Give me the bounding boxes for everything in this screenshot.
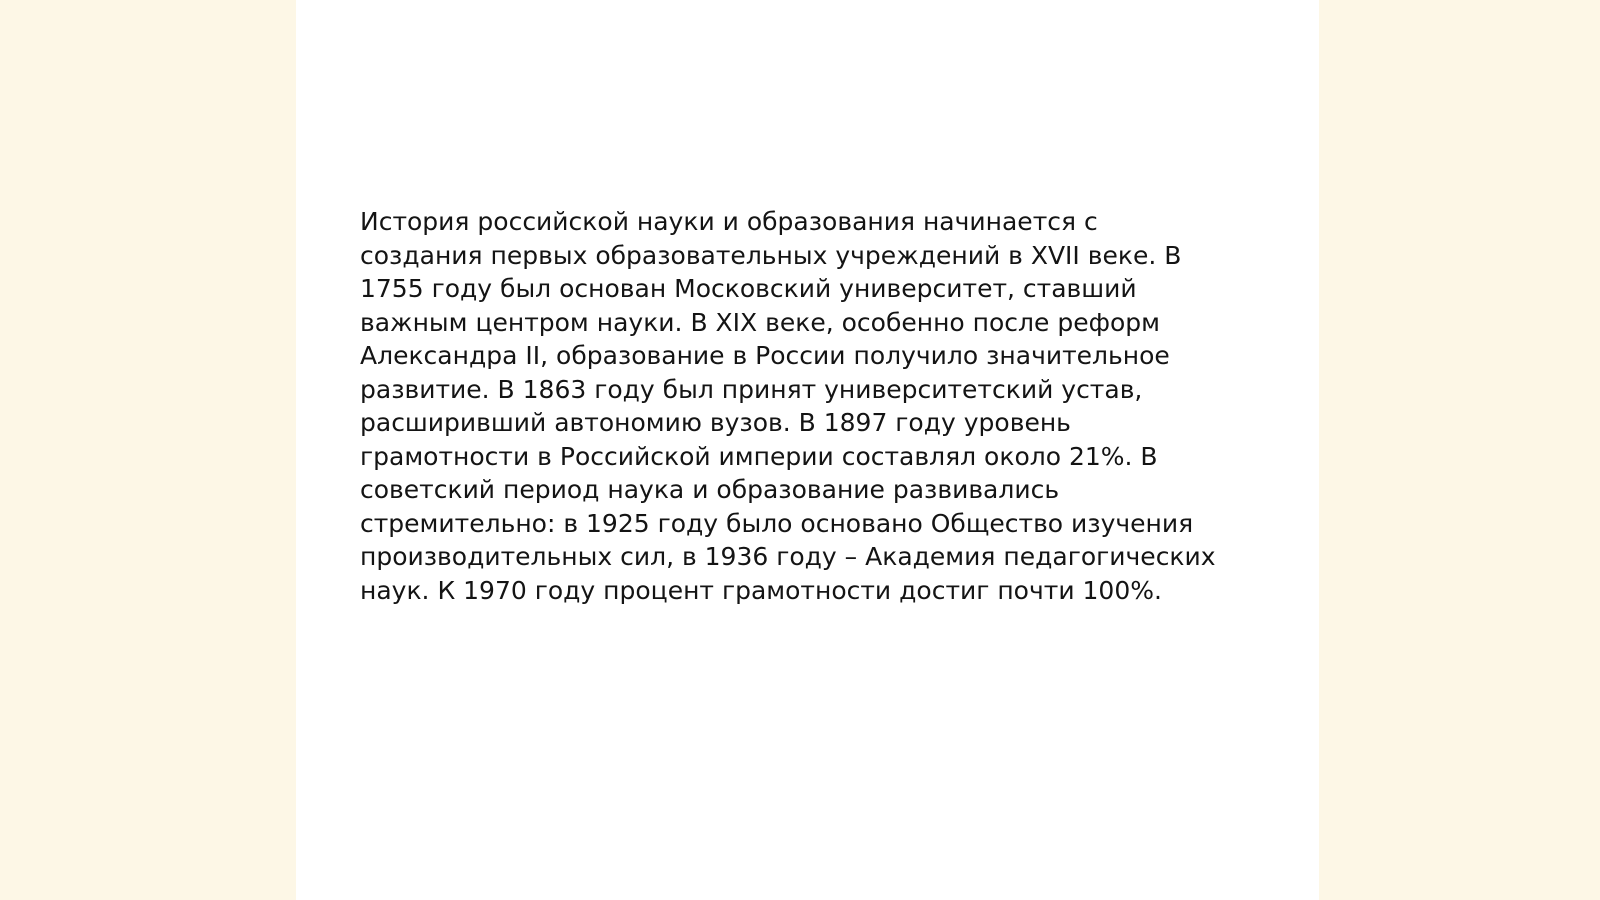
- paragraph-line: Александра II, образование в России получило значительное: [360, 341, 1170, 370]
- paragraph-line: советский период наука и образование развивались: [360, 475, 1060, 504]
- document-page: [296, 0, 1319, 900]
- paragraph-line: История российской науки и образования начинается с: [360, 207, 1098, 236]
- paragraph-line: производительных сил, в 1936 году – Академия педагогических: [360, 542, 1216, 571]
- paragraph-line: расширивший автономию вузов. В 1897 году уровень: [360, 408, 1071, 437]
- paragraph-line: развитие. В 1863 году был принят университетский устав,: [360, 374, 1143, 404]
- paragraph-line: важным центром науки. В XIX веке, особенно после реформ: [360, 307, 1161, 337]
- body-paragraph: [360, 205, 1260, 607]
- paragraph-line: создания первых образовательных учреждений в XVII веке. В: [360, 240, 1182, 270]
- paragraph-line: наук. К 1970 году процент грамотности достиг почти 100%.: [360, 575, 1162, 605]
- paragraph-line: стремительно: в 1925 году было основано Общество изучения: [360, 508, 1194, 538]
- paragraph-line: грамотности в Российской империи составлял около 21%. В: [360, 441, 1158, 471]
- paragraph-line: 1755 году был основан Московский университет, ставший: [360, 274, 1137, 303]
